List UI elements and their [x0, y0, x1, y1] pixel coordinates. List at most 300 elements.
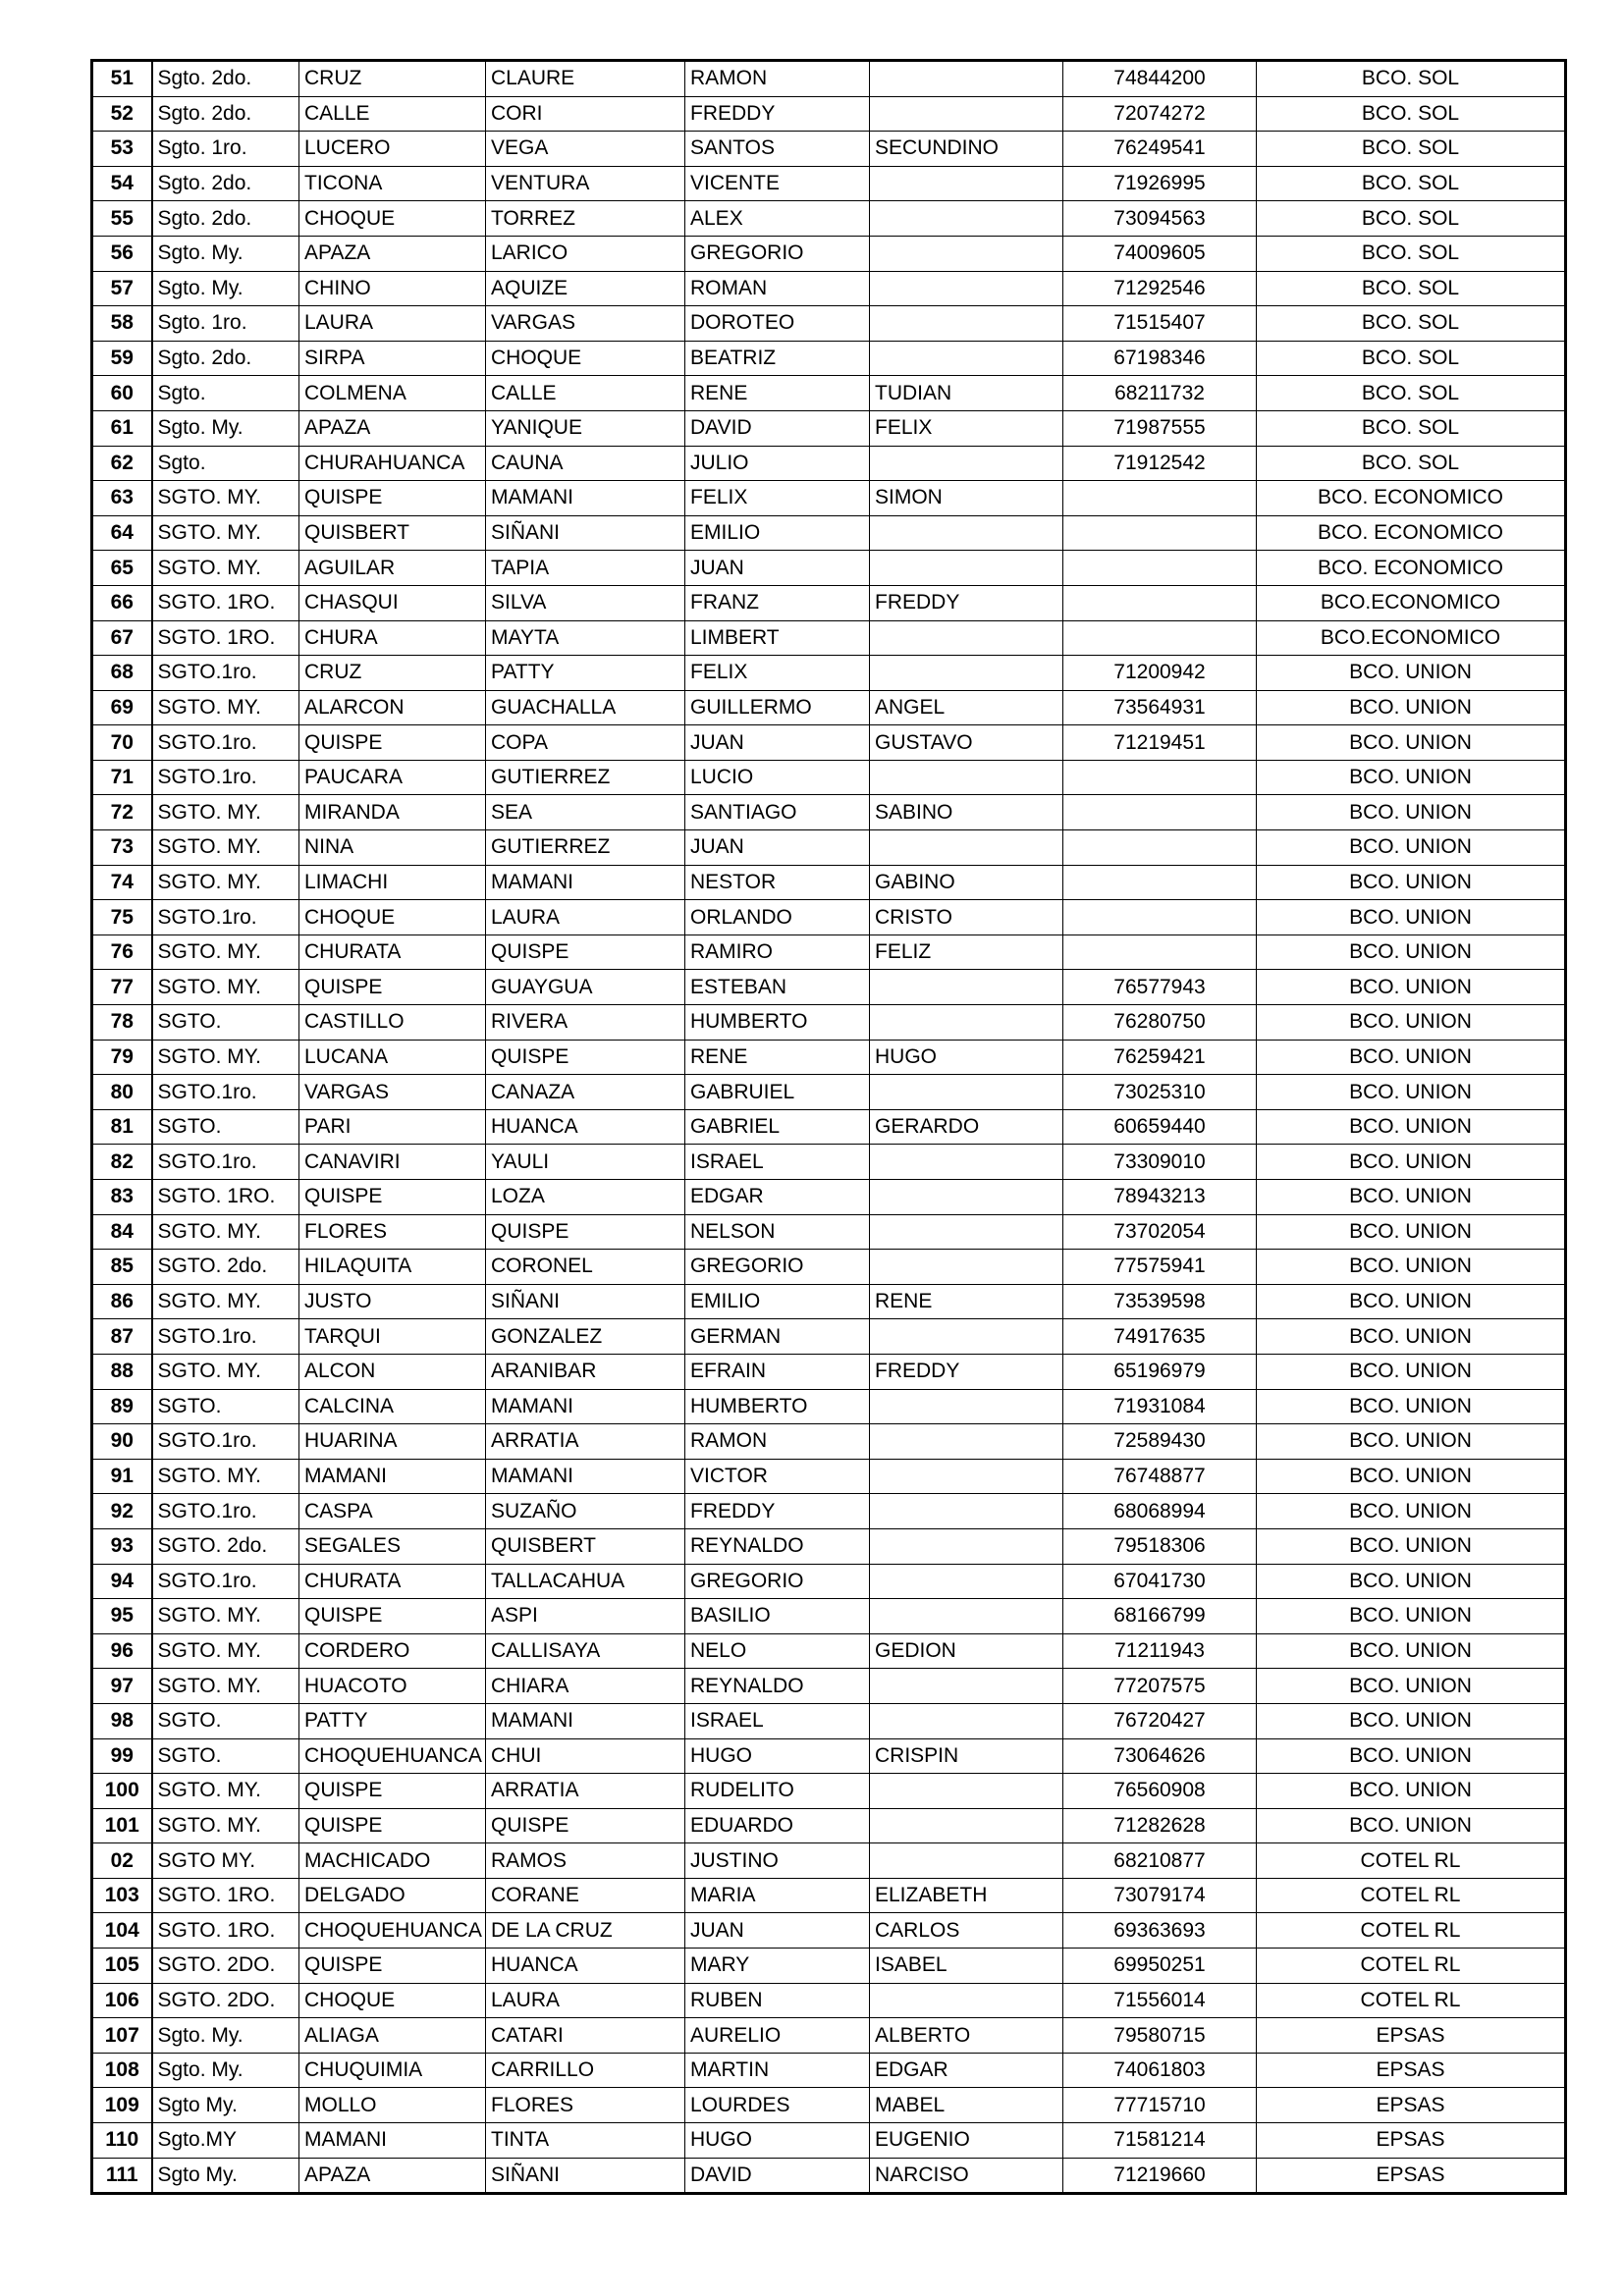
- first-name-cell: ALEX: [685, 201, 870, 237]
- middle-name-cell: [870, 1459, 1063, 1494]
- second-surname-cell: SIÑANI: [486, 515, 685, 551]
- first-surname-cell: CHOQUEHUANCA: [299, 1738, 486, 1774]
- first-surname-cell: CRUZ: [299, 61, 486, 97]
- first-surname-cell: CALCINA: [299, 1389, 486, 1424]
- first-name-cell: ROMAN: [685, 271, 870, 306]
- second-surname-cell: YANIQUE: [486, 410, 685, 446]
- second-surname-cell: FLORES: [486, 2088, 685, 2123]
- table-row: [92, 1250, 1566, 1285]
- table-row: [92, 865, 1566, 900]
- bank-cell: BCO. UNION: [1257, 1250, 1566, 1285]
- second-surname-cell: SUZAÑO: [486, 1494, 685, 1529]
- table-row: [92, 1703, 1566, 1738]
- first-surname-cell: CHOQUE: [299, 201, 486, 237]
- first-name-cell: RUBEN: [685, 1983, 870, 2018]
- first-surname-cell: ALIAGA: [299, 2018, 486, 2054]
- middle-name-cell: [870, 1494, 1063, 1529]
- bank-cell: BCO. UNION: [1257, 1599, 1566, 1634]
- first-name-cell: NESTOR: [685, 865, 870, 900]
- bank-cell: BCO. ECONOMICO: [1257, 551, 1566, 586]
- phone-cell: 76577943: [1063, 970, 1257, 1005]
- phone-cell: [1063, 481, 1257, 516]
- rank-cell: SGTO MY.: [152, 1843, 299, 1879]
- rank-cell: SGTO. 1RO.: [152, 1913, 299, 1949]
- table-row: [92, 1949, 1566, 1984]
- table-row: [92, 1459, 1566, 1494]
- first-surname-cell: CHOQUE: [299, 1983, 486, 2018]
- middle-name-cell: [870, 166, 1063, 201]
- rank-cell: Sgto. My.: [152, 2018, 299, 2054]
- row-number-cell: 61: [92, 410, 152, 446]
- table-row: [92, 1354, 1566, 1389]
- phone-cell: 74009605: [1063, 236, 1257, 271]
- row-number-cell: 87: [92, 1319, 152, 1355]
- first-name-cell: JUAN: [685, 830, 870, 866]
- phone-cell: 78943213: [1063, 1180, 1257, 1215]
- second-surname-cell: DE LA CRUZ: [486, 1913, 685, 1949]
- phone-cell: 76748877: [1063, 1459, 1257, 1494]
- rank-cell: SGTO. MY.: [152, 795, 299, 830]
- second-surname-cell: RAMOS: [486, 1843, 685, 1879]
- middle-name-cell: [870, 551, 1063, 586]
- first-name-cell: FELIX: [685, 481, 870, 516]
- second-surname-cell: QUISPE: [486, 1040, 685, 1075]
- middle-name-cell: [870, 515, 1063, 551]
- row-number-cell: 107: [92, 2018, 152, 2054]
- rank-cell: SGTO.1ro.: [152, 1075, 299, 1110]
- rank-cell: SGTO.1ro.: [152, 900, 299, 935]
- bank-cell: BCO. UNION: [1257, 795, 1566, 830]
- middle-name-cell: [870, 1319, 1063, 1355]
- phone-cell: 71282628: [1063, 1808, 1257, 1843]
- middle-name-cell: [870, 271, 1063, 306]
- first-name-cell: DAVID: [685, 410, 870, 446]
- row-number-cell: 73: [92, 830, 152, 866]
- middle-name-cell: ANGEL: [870, 690, 1063, 725]
- table-row: [92, 446, 1566, 481]
- middle-name-cell: NARCISO: [870, 2158, 1063, 2194]
- second-surname-cell: SIÑANI: [486, 2158, 685, 2194]
- row-number-cell: 108: [92, 2053, 152, 2088]
- middle-name-cell: [870, 1424, 1063, 1460]
- rank-cell: SGTO.: [152, 1109, 299, 1145]
- second-surname-cell: PATTY: [486, 656, 685, 691]
- table-row: [92, 2158, 1566, 2194]
- row-number-cell: 64: [92, 515, 152, 551]
- second-surname-cell: GONZALEZ: [486, 1319, 685, 1355]
- second-surname-cell: CATARI: [486, 2018, 685, 2054]
- phone-cell: 69363693: [1063, 1913, 1257, 1949]
- table-row: [92, 2123, 1566, 2159]
- bank-cell: EPSAS: [1257, 2053, 1566, 2088]
- table-row: [92, 132, 1566, 167]
- second-surname-cell: QUISPE: [486, 1808, 685, 1843]
- second-surname-cell: GUAYGUA: [486, 970, 685, 1005]
- row-number-cell: 99: [92, 1738, 152, 1774]
- phone-cell: 73025310: [1063, 1075, 1257, 1110]
- row-number-cell: 96: [92, 1633, 152, 1669]
- phone-cell: [1063, 551, 1257, 586]
- first-surname-cell: QUISPE: [299, 1808, 486, 1843]
- phone-cell: 74844200: [1063, 61, 1257, 97]
- bank-cell: BCO. UNION: [1257, 970, 1566, 1005]
- bank-cell: BCO. UNION: [1257, 1109, 1566, 1145]
- first-surname-cell: FLORES: [299, 1214, 486, 1250]
- middle-name-cell: [870, 1214, 1063, 1250]
- row-number-cell: 101: [92, 1808, 152, 1843]
- bank-cell: BCO. UNION: [1257, 900, 1566, 935]
- row-number-cell: 83: [92, 1180, 152, 1215]
- first-name-cell: RAMON: [685, 61, 870, 97]
- middle-name-cell: [870, 446, 1063, 481]
- second-surname-cell: CHUI: [486, 1738, 685, 1774]
- middle-name-cell: CARLOS: [870, 1913, 1063, 1949]
- first-name-cell: LOURDES: [685, 2088, 870, 2123]
- table-row: [92, 376, 1566, 411]
- second-surname-cell: GUTIERREZ: [486, 830, 685, 866]
- first-name-cell: GABRIEL: [685, 1109, 870, 1145]
- phone-cell: 73564931: [1063, 690, 1257, 725]
- phone-cell: 60659440: [1063, 1109, 1257, 1145]
- bank-cell: BCO. SOL: [1257, 132, 1566, 167]
- bank-cell: BCO. UNION: [1257, 1774, 1566, 1809]
- first-surname-cell: CHOQUE: [299, 900, 486, 935]
- row-number-cell: 106: [92, 1983, 152, 2018]
- first-surname-cell: CHURAHUANCA: [299, 446, 486, 481]
- phone-cell: 71219660: [1063, 2158, 1257, 2194]
- bank-cell: EPSAS: [1257, 2123, 1566, 2159]
- rank-cell: SGTO.1ro.: [152, 1145, 299, 1180]
- bank-cell: BCO. SOL: [1257, 376, 1566, 411]
- bank-cell: COTEL RL: [1257, 1983, 1566, 2018]
- middle-name-cell: [870, 1075, 1063, 1110]
- bank-cell: BCO. SOL: [1257, 446, 1566, 481]
- middle-name-cell: FELIZ: [870, 934, 1063, 970]
- row-number-cell: 55: [92, 201, 152, 237]
- rank-cell: SGTO.1ro.: [152, 656, 299, 691]
- middle-name-cell: MABEL: [870, 2088, 1063, 2123]
- first-name-cell: NELO: [685, 1633, 870, 1669]
- first-name-cell: HUGO: [685, 2123, 870, 2159]
- bank-cell: BCO. UNION: [1257, 1459, 1566, 1494]
- bank-cell: BCO. UNION: [1257, 1040, 1566, 1075]
- middle-name-cell: [870, 1250, 1063, 1285]
- rank-cell: SGTO.: [152, 1389, 299, 1424]
- bank-cell: BCO. UNION: [1257, 1354, 1566, 1389]
- row-number-cell: 88: [92, 1354, 152, 1389]
- bank-cell: BCO.ECONOMICO: [1257, 620, 1566, 656]
- table-row: [92, 1319, 1566, 1355]
- middle-name-cell: GEDION: [870, 1633, 1063, 1669]
- table-row: [92, 1878, 1566, 1913]
- rank-cell: SGTO. MY.: [152, 1774, 299, 1809]
- middle-name-cell: [870, 201, 1063, 237]
- rank-cell: SGTO. MY.: [152, 1354, 299, 1389]
- rank-cell: SGTO. 2do.: [152, 1250, 299, 1285]
- first-name-cell: ESTEBAN: [685, 970, 870, 1005]
- second-surname-cell: SIÑANI: [486, 1284, 685, 1319]
- table-row: [92, 970, 1566, 1005]
- phone-cell: 77575941: [1063, 1250, 1257, 1285]
- phone-cell: 71292546: [1063, 271, 1257, 306]
- second-surname-cell: SILVA: [486, 585, 685, 620]
- second-surname-cell: MAMANI: [486, 1389, 685, 1424]
- rank-cell: SGTO. MY.: [152, 830, 299, 866]
- bank-cell: BCO. UNION: [1257, 1808, 1566, 1843]
- first-surname-cell: CASTILLO: [299, 1005, 486, 1041]
- first-surname-cell: LUCANA: [299, 1040, 486, 1075]
- first-name-cell: MARIA: [685, 1878, 870, 1913]
- middle-name-cell: EDGAR: [870, 2053, 1063, 2088]
- row-number-cell: 93: [92, 1528, 152, 1564]
- phone-cell: 71219451: [1063, 725, 1257, 761]
- first-surname-cell: LAURA: [299, 306, 486, 342]
- rank-cell: Sgto My.: [152, 2088, 299, 2123]
- second-surname-cell: VENTURA: [486, 166, 685, 201]
- phone-cell: [1063, 585, 1257, 620]
- second-surname-cell: CARRILLO: [486, 2053, 685, 2088]
- first-name-cell: EMILIO: [685, 1284, 870, 1319]
- rank-cell: SGTO. 1RO.: [152, 1878, 299, 1913]
- table-row: [92, 96, 1566, 132]
- phone-cell: [1063, 620, 1257, 656]
- bank-cell: BCO. UNION: [1257, 1703, 1566, 1738]
- second-surname-cell: MAYTA: [486, 620, 685, 656]
- bank-cell: BCO. SOL: [1257, 306, 1566, 342]
- middle-name-cell: SIMON: [870, 481, 1063, 516]
- bank-cell: BCO. UNION: [1257, 1564, 1566, 1599]
- phone-cell: 71926995: [1063, 166, 1257, 201]
- middle-name-cell: [870, 1528, 1063, 1564]
- second-surname-cell: CAUNA: [486, 446, 685, 481]
- first-name-cell: BASILIO: [685, 1599, 870, 1634]
- bank-cell: BCO. UNION: [1257, 830, 1566, 866]
- first-surname-cell: NINA: [299, 830, 486, 866]
- phone-cell: 72589430: [1063, 1424, 1257, 1460]
- row-number-cell: 92: [92, 1494, 152, 1529]
- phone-cell: 79580715: [1063, 2018, 1257, 2054]
- table-row: [92, 934, 1566, 970]
- row-number-cell: 51: [92, 61, 152, 97]
- bank-cell: BCO. SOL: [1257, 236, 1566, 271]
- table-row: [92, 1389, 1566, 1424]
- phone-cell: [1063, 830, 1257, 866]
- phone-cell: [1063, 760, 1257, 795]
- phone-cell: 73094563: [1063, 201, 1257, 237]
- first-surname-cell: PARI: [299, 1109, 486, 1145]
- phone-cell: 68210877: [1063, 1843, 1257, 1879]
- second-surname-cell: RIVERA: [486, 1005, 685, 1041]
- phone-cell: 77207575: [1063, 1669, 1257, 1704]
- phone-cell: 68166799: [1063, 1599, 1257, 1634]
- first-name-cell: FELIX: [685, 656, 870, 691]
- rank-cell: SGTO. MY.: [152, 934, 299, 970]
- row-number-cell: 69: [92, 690, 152, 725]
- first-surname-cell: CANAVIRI: [299, 1145, 486, 1180]
- middle-name-cell: [870, 760, 1063, 795]
- table-row: [92, 1005, 1566, 1041]
- phone-cell: [1063, 934, 1257, 970]
- first-surname-cell: DELGADO: [299, 1878, 486, 1913]
- middle-name-cell: ISABEL: [870, 1949, 1063, 1984]
- row-number-cell: 59: [92, 341, 152, 376]
- row-number-cell: 70: [92, 725, 152, 761]
- row-number-cell: 74: [92, 865, 152, 900]
- second-surname-cell: QUISPE: [486, 934, 685, 970]
- rank-cell: SGTO. MY.: [152, 1808, 299, 1843]
- phone-cell: 76560908: [1063, 1774, 1257, 1809]
- row-number-cell: 66: [92, 585, 152, 620]
- first-name-cell: EDGAR: [685, 1180, 870, 1215]
- middle-name-cell: [870, 1389, 1063, 1424]
- first-surname-cell: CHUQUIMIA: [299, 2053, 486, 2088]
- first-surname-cell: SEGALES: [299, 1528, 486, 1564]
- rank-cell: SGTO.1ro.: [152, 1424, 299, 1460]
- phone-cell: [1063, 900, 1257, 935]
- rank-cell: SGTO.: [152, 1005, 299, 1041]
- second-surname-cell: GUTIERREZ: [486, 760, 685, 795]
- row-number-cell: 56: [92, 236, 152, 271]
- row-number-cell: 62: [92, 446, 152, 481]
- rank-cell: SGTO. 1RO.: [152, 620, 299, 656]
- first-surname-cell: CHURA: [299, 620, 486, 656]
- table-row: [92, 1599, 1566, 1634]
- second-surname-cell: COPA: [486, 725, 685, 761]
- middle-name-cell: [870, 1703, 1063, 1738]
- rank-cell: Sgto.: [152, 446, 299, 481]
- middle-name-cell: CRISTO: [870, 900, 1063, 935]
- first-name-cell: VICENTE: [685, 166, 870, 201]
- first-name-cell: ISRAEL: [685, 1703, 870, 1738]
- table-row: [92, 1494, 1566, 1529]
- rank-cell: Sgto. My.: [152, 271, 299, 306]
- phone-cell: 73309010: [1063, 1145, 1257, 1180]
- table-row: [92, 271, 1566, 306]
- middle-name-cell: [870, 1808, 1063, 1843]
- table-row: [92, 1738, 1566, 1774]
- row-number-cell: 67: [92, 620, 152, 656]
- row-number-cell: 84: [92, 1214, 152, 1250]
- first-name-cell: EFRAIN: [685, 1354, 870, 1389]
- bank-cell: EPSAS: [1257, 2158, 1566, 2194]
- phone-cell: 71200942: [1063, 656, 1257, 691]
- rank-cell: SGTO. MY.: [152, 1633, 299, 1669]
- phone-cell: 71931084: [1063, 1389, 1257, 1424]
- table-row: [92, 551, 1566, 586]
- first-name-cell: SANTIAGO: [685, 795, 870, 830]
- middle-name-cell: SECUNDINO: [870, 132, 1063, 167]
- middle-name-cell: GUSTAVO: [870, 725, 1063, 761]
- row-number-cell: 82: [92, 1145, 152, 1180]
- second-surname-cell: YAULI: [486, 1145, 685, 1180]
- rank-cell: SGTO. 2DO.: [152, 1983, 299, 2018]
- second-surname-cell: ARANIBAR: [486, 1354, 685, 1389]
- first-surname-cell: HUARINA: [299, 1424, 486, 1460]
- first-surname-cell: QUISPE: [299, 481, 486, 516]
- row-number-cell: 60: [92, 376, 152, 411]
- phone-cell: 65196979: [1063, 1354, 1257, 1389]
- phone-cell: 67041730: [1063, 1564, 1257, 1599]
- first-name-cell: GUILLERMO: [685, 690, 870, 725]
- first-name-cell: HUMBERTO: [685, 1389, 870, 1424]
- bank-cell: BCO. UNION: [1257, 1075, 1566, 1110]
- first-name-cell: EDUARDO: [685, 1808, 870, 1843]
- row-number-cell: 85: [92, 1250, 152, 1285]
- table-row: [92, 1669, 1566, 1704]
- phone-cell: 74061803: [1063, 2053, 1257, 2088]
- phone-cell: 79518306: [1063, 1528, 1257, 1564]
- first-surname-cell: CORDERO: [299, 1633, 486, 1669]
- table-row: [92, 1633, 1566, 1669]
- row-number-cell: 89: [92, 1389, 152, 1424]
- middle-name-cell: [870, 970, 1063, 1005]
- row-number-cell: 76: [92, 934, 152, 970]
- rank-cell: SGTO. MY.: [152, 1459, 299, 1494]
- bank-cell: BCO. UNION: [1257, 1528, 1566, 1564]
- first-surname-cell: TICONA: [299, 166, 486, 201]
- first-name-cell: DAVID: [685, 2158, 870, 2194]
- first-name-cell: SANTOS: [685, 132, 870, 167]
- rank-cell: SGTO. 2do.: [152, 1528, 299, 1564]
- middle-name-cell: ALBERTO: [870, 2018, 1063, 2054]
- bank-cell: BCO. SOL: [1257, 201, 1566, 237]
- second-surname-cell: CORI: [486, 96, 685, 132]
- first-surname-cell: MIRANDA: [299, 795, 486, 830]
- first-name-cell: GERMAN: [685, 1319, 870, 1355]
- middle-name-cell: FREDDY: [870, 585, 1063, 620]
- phone-cell: 76249541: [1063, 132, 1257, 167]
- middle-name-cell: [870, 1983, 1063, 2018]
- bank-cell: BCO. UNION: [1257, 1180, 1566, 1215]
- middle-name-cell: GABINO: [870, 865, 1063, 900]
- row-number-cell: 86: [92, 1284, 152, 1319]
- phone-cell: [1063, 515, 1257, 551]
- row-number-cell: 104: [92, 1913, 152, 1949]
- middle-name-cell: FELIX: [870, 410, 1063, 446]
- table-row: [92, 1843, 1566, 1879]
- phone-cell: 73064626: [1063, 1738, 1257, 1774]
- phone-cell: 71912542: [1063, 446, 1257, 481]
- second-surname-cell: CLAURE: [486, 61, 685, 97]
- rank-cell: SGTO.1ro.: [152, 1494, 299, 1529]
- bank-cell: BCO. ECONOMICO: [1257, 481, 1566, 516]
- first-name-cell: LUCIO: [685, 760, 870, 795]
- middle-name-cell: [870, 1843, 1063, 1879]
- row-number-cell: 110: [92, 2123, 152, 2159]
- bank-cell: BCO. UNION: [1257, 725, 1566, 761]
- middle-name-cell: [870, 656, 1063, 691]
- phone-cell: 73539598: [1063, 1284, 1257, 1319]
- table-row: [92, 1075, 1566, 1110]
- first-name-cell: BEATRIZ: [685, 341, 870, 376]
- table-row: [92, 306, 1566, 342]
- bank-cell: BCO. UNION: [1257, 1319, 1566, 1355]
- bank-cell: BCO.ECONOMICO: [1257, 585, 1566, 620]
- table-row: [92, 410, 1566, 446]
- first-name-cell: REYNALDO: [685, 1669, 870, 1704]
- row-number-cell: 77: [92, 970, 152, 1005]
- rank-cell: SGTO.1ro.: [152, 1564, 299, 1599]
- table-row: [92, 2088, 1566, 2123]
- rank-cell: SGTO. 1RO.: [152, 1180, 299, 1215]
- second-surname-cell: MAMANI: [486, 1703, 685, 1738]
- middle-name-cell: [870, 96, 1063, 132]
- rank-cell: Sgto.: [152, 376, 299, 411]
- phone-cell: 71581214: [1063, 2123, 1257, 2159]
- middle-name-cell: [870, 1669, 1063, 1704]
- first-surname-cell: TARQUI: [299, 1319, 486, 1355]
- bank-cell: BCO. SOL: [1257, 410, 1566, 446]
